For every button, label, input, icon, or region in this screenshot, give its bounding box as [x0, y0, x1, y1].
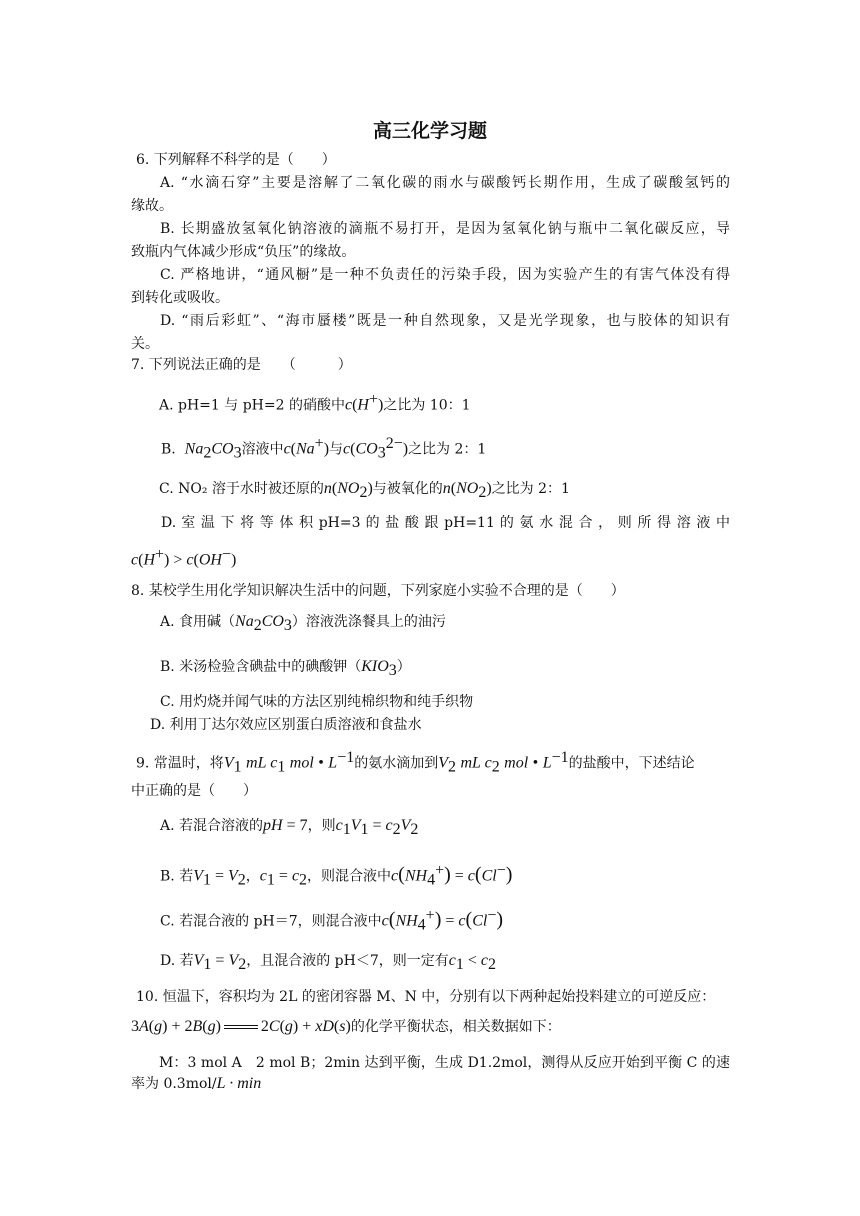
q10-equation: 3A(g) + 2B(g) 2C(g) + xD(s)的化学平衡状态，相关数据如下： — [131, 1018, 561, 1035]
q9-b-mid: ，则混合液中 — [307, 868, 392, 885]
q9-b-text: B. 若 — [160, 868, 194, 885]
q7-c-tail: 之比为 2：1 — [491, 481, 570, 497]
q7-a-tail: 之比为 10：1 — [383, 397, 471, 414]
q6-option-b-line2: 致瓶内气体减少形成“负压”的缘故。 — [131, 244, 356, 260]
q7-a-formula: c — [344, 396, 353, 414]
q7-b-formula: Na — [184, 440, 204, 458]
q8-a-text: A. 食用碱（ — [160, 614, 236, 630]
q8-a-tail: ）溶液洗涤餐具上的油污 — [291, 614, 446, 630]
q7-stem: 7. 下列说法正确的是 （ ） — [131, 357, 352, 373]
q9-stem-line1: 9. 常温时，将$V_1$ mL $c_1$ mol • $L^{-1}$的氨水滴加到$V_2$ mL $c_2$ mol • $L^{-1}$的盐酸中，下述结论 — [136, 749, 695, 776]
q10-m-rate: 率为 0.3mol/ — [131, 1076, 217, 1092]
q10-m-unit: L · min — [216, 1075, 262, 1092]
q10-m-line1: M：3 mol A 2 mol B；2min 达到平衡，生成 D1.2mol，测得从反应开始到平衡 C 的速 — [159, 1055, 730, 1071]
q8-stem: 8. 某校学生用化学知识解决生活中的问题，下列家庭小实验不合理的是（ ） — [131, 583, 625, 599]
q10-stem: 10. 恒温下，容积均为 2L 的密闭容器 M、N 中，分别有以下两种起始投料建立的可逆反应： — [136, 989, 716, 1005]
q9-d-text: D. 若 — [160, 953, 194, 969]
q8-option-c: C. 用灼烧并闻气味的方法区别纯棉织物和纯手织物 — [160, 694, 474, 710]
q9-stem-pre: 9. 常温时，将 — [136, 755, 224, 772]
q8-option-a: A. 食用碱$(Na_2CO_3)$溶液洗涤餐具上的油污 — [160, 613, 446, 634]
q9-a-mid: ，则 — [307, 818, 336, 834]
q7-a-text: A. pH=1 与 pH=2 的硝酸中 — [159, 397, 345, 414]
q8-option-d: D. 利用丁达尔效应区别蛋白质溶液和食盐水 — [150, 717, 422, 733]
q6-option-d-line1: D. “雨后彩虹”、“海市蜃楼”既是一种自然现象，又是光学现象，也与胶体的知识有 — [160, 313, 730, 329]
equilibrium-arrow-icon — [224, 1022, 258, 1032]
page-title: 高三化学习题 — [372, 120, 487, 142]
q9-stem-mid: 的氨水滴加到 — [354, 755, 439, 772]
q9-stem-line2: 中正确的是（ ） — [131, 783, 257, 799]
q6-option-b-line1: B. 长期盛放氢氧化钠溶液的滴瓶不易打开，是因为氢氧化钠与瓶中二氧化碳反应，导 — [160, 221, 730, 237]
q10-eq-tail: 的化学平衡状态，相关数据如下： — [350, 1019, 561, 1035]
q9-option-b: B. 若$V_1 = V_2$，$c_1 = c_2$，则混合液中$c(NH_4^+) = c(Cl^-)$ — [160, 862, 513, 889]
q9-a-text: A. 若混合溶液的 — [160, 818, 264, 834]
q9-b-sep: ， — [245, 868, 260, 885]
q7-b-tail: 之比为 2：1 — [408, 441, 487, 458]
q9-d-mid: ，且混合液的 pH＜7，则一定有 — [246, 953, 449, 969]
q7-c-text: C. NO₂ 溶于水时被还原的 — [159, 481, 324, 497]
q8-b-tail: ） — [396, 659, 411, 675]
q7-option-c: C. NO₂ 溶于水时被还原的$n(NO_2)$与被氧化的$n(NO_2)$之比为 2：1 — [159, 480, 570, 501]
q7-b-label: B. — [161, 441, 176, 458]
q6-option-a-line2: 缘故。 — [131, 198, 173, 214]
q8-b-text: B. 米汤检验含碘盐中的碘酸钾（ — [160, 659, 362, 675]
q7-c-mid: 与被氧化的 — [372, 481, 443, 497]
q8-option-b: B. 米汤检验含碘盐中的碘酸钾$(KIO_3)$ — [160, 658, 411, 679]
q6-option-a-line1: A. “水滴石穿”主要是溶解了二氧化碳的雨水与碳酸钙长期作用，生成了碳酸氢钙的 — [160, 175, 730, 191]
q6-stem: 6. 下列解释不科学的是（ ） — [136, 152, 336, 168]
q7-option-b: B. $Na_2CO_3$溶液中c(Na+)与$c(CO_3^{2-})$之比为 2：1 — [161, 435, 487, 462]
q9-c-text: C. 若混合液的 pH＝7，则混合液中 — [160, 913, 382, 930]
q10-m-line2 — [131, 1074, 261, 1094]
q6-option-c-line1: C. 严格地讲，“通风橱”是一种不负责任的污染手段，因为实验产生的有害气体没有得 — [160, 267, 730, 283]
q6-option-c-line2: 到转化或吸收。 — [131, 290, 229, 306]
q7-option-a: A. pH=1 与 pH=2 的硝酸中c(H+)之比为 10：1 — [159, 391, 471, 414]
q6-option-d-line2: 关。 — [131, 336, 159, 352]
q9-option-a: A. 若混合溶液的pH = 7，则$c_1V_1 = c_2V_2$ — [160, 817, 419, 838]
q9-option-c: C. 若混合液的 pH＝7，则混合液中$c(NH_4^+) = c(Cl^-)$ — [160, 907, 504, 934]
q9-stem-post: 的盐酸中，下述结论 — [568, 755, 695, 772]
q7-option-d-line1: D. 室 温 下 将 等 体 积 pH=3 的 盐 酸 跟 pH=11 的 氨 水 混 合 ， 则 所 得 溶 液 中 — [161, 515, 730, 531]
q9-option-d: D. 若$V_1 = V_2$，且混合液的 pH＜7，则一定有$c_1 < c_2$ — [160, 952, 497, 973]
q7-option-d-formula: c(H+) > c(OH−) — [131, 546, 237, 569]
